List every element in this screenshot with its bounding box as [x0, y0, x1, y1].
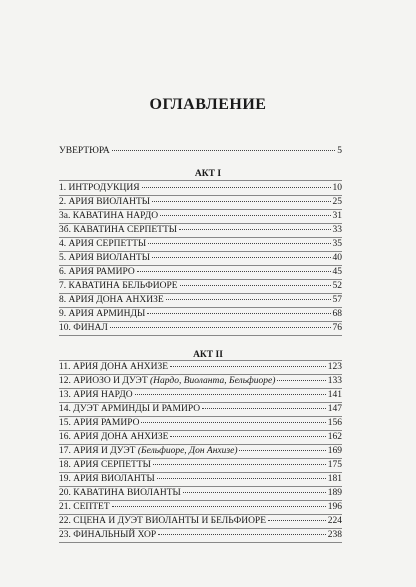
- toc-entry-label: 3б. КАВАТИНА СЕРПЕТТЫ: [59, 225, 178, 235]
- toc-entry-title: 12. АРИОЗО И ДУЭТ: [59, 376, 148, 386]
- divider: [59, 279, 342, 280]
- toc-entry: [59, 362, 342, 372]
- toc-entry: [59, 323, 342, 333]
- leader-dots: [239, 450, 325, 451]
- leader-dots: [153, 464, 326, 465]
- page-title: ОГЛАВЛЕНИЕ: [149, 96, 267, 113]
- divider: [59, 335, 342, 336]
- toc-entry-label: 5. АРИЯ ВИОЛАНТЫ: [59, 253, 151, 263]
- toc-entry-page: 156: [327, 418, 342, 428]
- leader-dots: [152, 257, 330, 258]
- toc-entry: [59, 197, 342, 207]
- leader-dots: [135, 394, 326, 395]
- toc-entry-page: 175: [327, 460, 342, 470]
- leader-dots: [179, 229, 330, 230]
- leader-dots: [142, 187, 331, 188]
- toc-entry-page: 189: [327, 488, 342, 498]
- divider: [59, 374, 342, 375]
- leader-dots: [152, 201, 330, 202]
- leader-dots: [110, 327, 331, 328]
- toc-entry: [59, 211, 342, 221]
- toc-entry-label: 22. СЦЕНА И ДУЭТ ВИОЛАНТЫ И БЕЛЬФИОРЕ: [59, 516, 267, 526]
- toc-entry: [59, 418, 342, 428]
- divider: [59, 430, 342, 431]
- toc-entry-page: 40: [332, 253, 342, 263]
- toc-entry-label: 7. КАВАТИНА БЕЛЬФИОРЕ: [59, 281, 178, 291]
- toc-entry-page: 224: [327, 516, 342, 526]
- leader-dots: [180, 285, 331, 286]
- leader-dots: [112, 150, 335, 151]
- toc-entry-page: 169: [327, 446, 342, 456]
- toc-entry-page: 10: [332, 183, 342, 193]
- leader-dots: [112, 506, 326, 507]
- leader-dots: [277, 380, 325, 381]
- toc-entry-label: 15. АРИЯ РАМИРО: [59, 418, 140, 428]
- toc-entry-page: 31: [332, 211, 342, 221]
- divider: [59, 444, 342, 445]
- divider: [59, 223, 342, 224]
- leader-dots: [148, 243, 330, 244]
- toc-entry-page: 196: [327, 502, 342, 512]
- toc-entry-page: 181: [327, 474, 342, 484]
- toc-entry-page: 123: [327, 362, 342, 372]
- toc-entry-label: [59, 446, 237, 456]
- toc-entry-label: 6. АРИЯ РАМИРО: [59, 267, 135, 277]
- toc-entry-page: 5: [337, 146, 342, 156]
- divider: [59, 500, 342, 501]
- toc-entry-page: 238: [327, 530, 342, 540]
- toc-entry-page: 25: [332, 197, 342, 207]
- toc-entry: [59, 530, 342, 540]
- toc-entry-page: 162: [327, 432, 342, 442]
- toc-entry: [59, 446, 342, 456]
- toc-entry: [59, 516, 342, 526]
- toc-entry-label: [59, 376, 275, 386]
- toc-entry-label: 20. КАВАТИНА ВИОЛАНТЫ: [59, 488, 181, 498]
- leader-dots: [137, 271, 331, 272]
- divider: [59, 237, 342, 238]
- toc-entry: [59, 309, 342, 319]
- leader-dots: [170, 366, 326, 367]
- toc-entry-page: 57: [332, 295, 342, 305]
- toc-entry: [59, 460, 342, 470]
- divider: [59, 416, 342, 417]
- toc-entry-page: 147: [327, 404, 342, 414]
- toc-entry-label: 10. ФИНАЛ: [59, 323, 108, 333]
- divider: [59, 209, 342, 210]
- leader-dots: [141, 422, 325, 423]
- toc-entry: [59, 295, 342, 305]
- toc-entry-page: 52: [332, 281, 342, 291]
- toc-entry: [59, 502, 342, 512]
- leader-dots: [183, 492, 326, 493]
- toc-entry-page: 33: [332, 225, 342, 235]
- divider: [59, 528, 342, 529]
- toc-entry-characters: (Бельфиоре, Дон Анхизе): [137, 446, 238, 456]
- toc-entry-overture: [59, 146, 342, 156]
- leader-dots: [202, 408, 326, 409]
- leader-dots: [158, 534, 326, 535]
- toc-entry: [59, 281, 342, 291]
- toc-entry: [59, 239, 342, 249]
- divider: [59, 486, 342, 487]
- toc-entry: [59, 267, 342, 277]
- toc-entry-page: 141: [327, 390, 342, 400]
- divider: [59, 265, 342, 266]
- divider: [59, 388, 342, 389]
- toc-entry-label: 16. АРИЯ ДОНА АНХИЗЕ: [59, 432, 169, 442]
- leader-dots: [170, 436, 325, 437]
- divider: [59, 458, 342, 459]
- toc-entry: [59, 474, 342, 484]
- toc-entry-page: 35: [332, 239, 342, 249]
- toc-entry-page: 45: [332, 267, 342, 277]
- leader-dots: [268, 520, 326, 521]
- leader-dots: [160, 215, 330, 216]
- divider: [59, 251, 342, 252]
- toc-entry-label: 9. АРИЯ АРМИНДЫ: [59, 309, 146, 319]
- toc-entry-label: УВЕРТЮРА: [59, 146, 110, 156]
- divider: [59, 360, 342, 361]
- toc-entry: [59, 253, 342, 263]
- toc-entry: [59, 404, 342, 414]
- toc-entry-page: 133: [327, 376, 342, 386]
- toc-entry: [59, 432, 342, 442]
- toc-entry-page: 76: [332, 323, 342, 333]
- toc-entry: [59, 183, 342, 193]
- toc-entry-label: 11. АРИЯ ДОНА АНХИЗЕ: [59, 362, 169, 372]
- divider: [59, 321, 342, 322]
- act-2-heading: АКТ II: [193, 350, 223, 360]
- toc-entry-label: 4. АРИЯ СЕРПЕТТЫ: [59, 239, 147, 249]
- leader-dots: [157, 478, 326, 479]
- divider: [59, 293, 342, 294]
- divider: [59, 180, 342, 181]
- divider: [59, 514, 342, 515]
- toc-entry-label: 23. ФИНАЛЬНЫЙ ХОР: [59, 530, 157, 540]
- toc-entry-title: 17. АРИЯ И ДУЭТ: [59, 446, 136, 456]
- toc-entry-page: 68: [332, 309, 342, 319]
- leader-dots: [147, 313, 330, 314]
- toc-entry: [59, 225, 342, 235]
- toc-entry-label: 8. АРИЯ ДОНА АНХИЗЕ: [59, 295, 164, 305]
- toc-entry-label: 18. АРИЯ СЕРПЕТТЫ: [59, 460, 151, 470]
- toc-entry: [59, 376, 342, 386]
- toc-entry-label: 14. ДУЭТ АРМИНДЫ И РАМИРО: [59, 404, 201, 414]
- toc-entry-label: 3а. КАВАТИНА НАРДО: [59, 211, 159, 221]
- toc-entry-label: 2. АРИЯ ВИОЛАНТЫ: [59, 197, 151, 207]
- leader-dots: [166, 299, 331, 300]
- toc-entry-label: 1. ИНТРОДУКЦИЯ: [59, 183, 140, 193]
- divider: [59, 472, 342, 473]
- divider: [59, 402, 342, 403]
- act-1-heading: АКТ I: [194, 169, 222, 179]
- divider: [59, 307, 342, 308]
- toc-entry-label: 13. АРИЯ НАРДО: [59, 390, 133, 400]
- toc-entry-label: 19. АРИЯ ВИОЛАНТЫ: [59, 474, 155, 484]
- divider: [59, 542, 342, 543]
- toc-entry-characters: (Нардо, Виоланта, Бельфиоре): [150, 376, 276, 386]
- toc-entry-label: 21. СЕПТЕТ: [59, 502, 110, 512]
- toc-entry: [59, 390, 342, 400]
- divider: [59, 195, 342, 196]
- toc-entry: [59, 488, 342, 498]
